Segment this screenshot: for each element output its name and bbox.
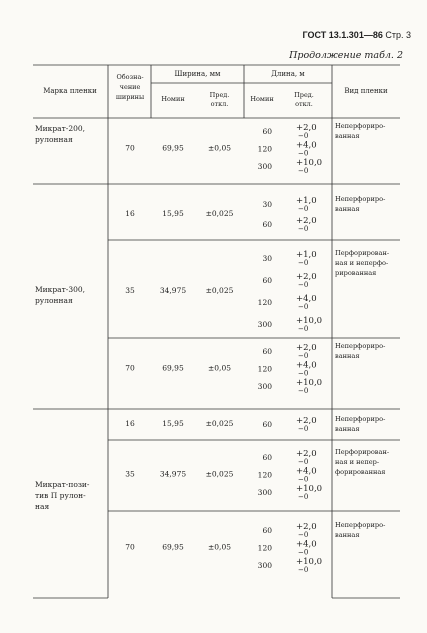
- length-deviation-lower: −0: [298, 369, 309, 378]
- table-continuation: Продолжение табл. 2: [289, 50, 403, 61]
- length-deviation-upper: +4,0: [296, 140, 317, 151]
- width-nominal-cell: 34,975: [159, 286, 187, 295]
- header-width-group: Ширина, мм: [174, 70, 221, 78]
- length-nominal-cell: 300: [257, 162, 272, 171]
- brand-name: Микрат-200,: [35, 124, 86, 133]
- length-deviation-upper: +10,0: [296, 316, 323, 326]
- length-deviation-upper: +2,0: [296, 416, 317, 426]
- width-deviation-cell: ±0,025: [205, 419, 234, 428]
- length-nominal-cell: 120: [257, 298, 272, 307]
- length-deviation-upper: +1,0: [296, 196, 317, 206]
- film-type-cell: ванная: [335, 132, 360, 140]
- length-deviation-lower: −0: [298, 493, 309, 501]
- brand-name: тив П рулон-: [35, 491, 86, 500]
- length-deviation-upper: +2,0: [296, 522, 317, 532]
- header-designation: чение: [119, 83, 141, 91]
- brand-name: рулонная: [35, 135, 73, 144]
- length-nominal-cell: 60: [262, 347, 272, 356]
- length-deviation-lower: −0: [298, 132, 309, 140]
- width-deviation-cell: ±0,05: [208, 542, 231, 552]
- designation-cell: 35: [125, 286, 135, 295]
- length-nominal-cell: 300: [257, 382, 272, 391]
- width-nominal-cell: 69,95: [162, 363, 184, 373]
- length-deviation-lower: −0: [298, 475, 309, 484]
- width-deviation-cell: ±0,025: [205, 469, 234, 479]
- film-type-cell: Неперфориро-: [335, 342, 386, 350]
- width-nominal-cell: 15,95: [162, 419, 184, 428]
- length-deviation-upper: +10,0: [296, 557, 323, 567]
- designation-cell: 70: [125, 143, 135, 153]
- length-nominal-cell: 60: [262, 420, 272, 429]
- header-brand: Марка пленки: [43, 87, 97, 95]
- width-nominal-cell: 15,95: [162, 209, 184, 218]
- length-deviation-lower: −0: [298, 303, 309, 311]
- length-deviation-lower: −0: [298, 548, 309, 557]
- length-deviation-lower: −0: [298, 225, 309, 233]
- length-deviation-upper: +4,0: [296, 360, 317, 371]
- film-type-cell: ванная: [335, 352, 360, 360]
- header-width-deviation: откл.: [210, 100, 229, 108]
- length-deviation-upper: +10,0: [296, 484, 323, 494]
- length-nominal-cell: 300: [257, 488, 272, 497]
- length-nominal-cell: 30: [262, 200, 272, 209]
- width-deviation-cell: ±0,05: [208, 143, 231, 153]
- film-type-cell: форированная: [335, 468, 386, 476]
- header-width-nominal: Номин: [161, 95, 185, 103]
- header-designation: Обозна-: [116, 73, 144, 81]
- width-deviation-cell: ±0,05: [208, 363, 231, 373]
- film-type-cell: Неперфориро-: [335, 521, 386, 529]
- header-length-deviation: Пред.: [294, 91, 314, 99]
- page-number: Стр. 3: [385, 30, 411, 40]
- length-deviation-lower: −0: [298, 281, 309, 289]
- width-nominal-cell: 69,95: [162, 143, 184, 153]
- length-deviation-upper: +2,0: [296, 343, 317, 353]
- film-type-cell: Неперфориро-: [335, 415, 386, 423]
- header-designation: ширины: [115, 93, 145, 101]
- length-deviation-lower: −0: [298, 205, 309, 213]
- length-deviation-lower: −0: [298, 531, 309, 539]
- film-type-cell: Перфорирован-: [335, 249, 390, 257]
- brand-name: Микрат-пози-: [35, 480, 90, 489]
- designation-cell: 16: [125, 209, 135, 218]
- length-deviation-lower: −0: [298, 325, 309, 333]
- film-type-cell: ная и неперфо-: [335, 259, 389, 267]
- designation-cell: 16: [125, 419, 135, 428]
- length-nominal-cell: 60: [262, 127, 272, 136]
- length-nominal-cell: 120: [257, 364, 272, 374]
- brand-name: Микрат-300,: [35, 285, 86, 294]
- film-type-cell: Неперфориро-: [335, 195, 386, 203]
- film-type-cell: ванная: [335, 425, 360, 433]
- length-deviation-lower: −0: [298, 259, 309, 267]
- designation-cell: 70: [125, 363, 135, 373]
- film-type-cell: Неперфориро-: [335, 122, 386, 130]
- length-deviation-lower: −0: [298, 387, 309, 395]
- header-length-nominal: Номин: [250, 95, 274, 103]
- length-nominal-cell: 120: [257, 144, 272, 154]
- length-deviation-upper: +4,0: [296, 539, 317, 550]
- length-deviation-upper: +2,0: [296, 123, 317, 133]
- length-deviation-upper: +2,0: [296, 272, 317, 282]
- width-deviation-cell: ±0,025: [205, 286, 234, 295]
- length-nominal-cell: 60: [262, 526, 272, 535]
- length-deviation-lower: −0: [298, 458, 309, 466]
- length-nominal-cell: 60: [262, 453, 272, 462]
- length-nominal-cell: 300: [257, 561, 272, 570]
- film-type-cell: ванная: [335, 531, 360, 539]
- width-deviation-cell: ±0,025: [205, 209, 234, 218]
- length-deviation-lower: −0: [298, 566, 309, 574]
- length-nominal-cell: 300: [257, 320, 272, 329]
- film-type-cell: ванная: [335, 205, 360, 213]
- document-number: ГОСТ 13.1.301—86: [302, 30, 383, 40]
- length-deviation-upper: +4,0: [296, 294, 317, 304]
- length-nominal-cell: 120: [257, 543, 272, 553]
- designation-cell: 35: [125, 469, 135, 479]
- length-nominal-cell: 120: [257, 470, 272, 480]
- length-nominal-cell: 30: [262, 254, 272, 263]
- film-type-cell: Перфорирован-: [335, 448, 390, 456]
- film-type-cell: рированная: [335, 269, 377, 277]
- length-deviation-upper: +4,0: [296, 466, 317, 477]
- header-type: Вид пленки: [344, 87, 388, 95]
- designation-cell: 70: [125, 542, 135, 552]
- length-deviation-upper: +10,0: [296, 158, 323, 168]
- film-type-cell: ная и непер-: [335, 458, 380, 466]
- width-nominal-cell: 34,975: [159, 469, 187, 479]
- length-deviation-lower: −0: [298, 425, 309, 433]
- length-nominal-cell: 60: [262, 276, 272, 285]
- length-deviation-lower: −0: [298, 149, 309, 158]
- header-length-group: Длина, м: [271, 70, 305, 78]
- length-deviation-lower: −0: [298, 167, 309, 175]
- length-deviation-upper: +10,0: [296, 378, 323, 388]
- length-nominal-cell: 60: [262, 220, 272, 229]
- brand-name: рулонная: [35, 296, 73, 305]
- header-width-deviation: Пред.: [209, 91, 230, 99]
- length-deviation-upper: +1,0: [296, 250, 317, 260]
- brand-name: ная: [35, 502, 50, 511]
- length-deviation-upper: +2,0: [296, 216, 317, 226]
- length-deviation-lower: −0: [298, 352, 309, 360]
- length-deviation-upper: +2,0: [296, 449, 317, 459]
- header-length-deviation: откл.: [295, 100, 313, 108]
- width-nominal-cell: 69,95: [162, 542, 184, 552]
